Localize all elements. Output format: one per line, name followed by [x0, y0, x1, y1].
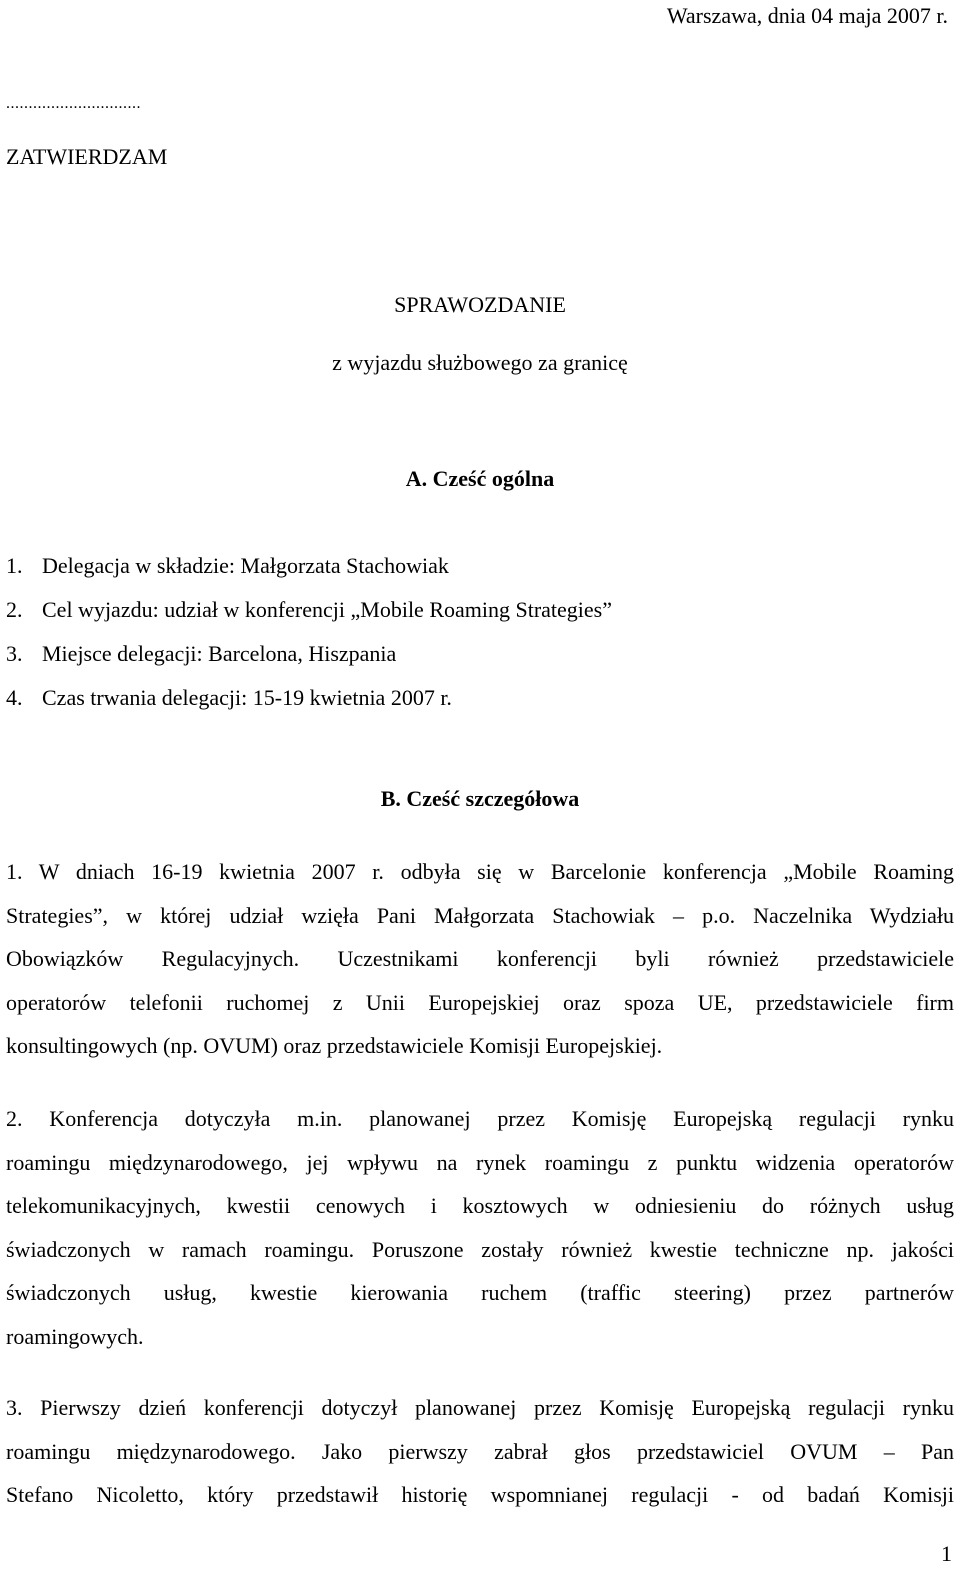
page-number: 1 — [941, 1541, 952, 1566]
paragraph-line: Obowiązków Regulacyjnych. Uczestnikami konferencji byli również przedstawiciele — [6, 946, 954, 971]
paragraph-line: roamingu międzynarodowego, jej wpływu na rynek roamingu z punktu widzenia operatorów — [6, 1149, 954, 1175]
paragraph-line: 2. Konferencja dotyczyła m.in. planowanej przez Komisję Europejską regulacji rynku — [6, 1106, 954, 1131]
list-item-number: 3. — [6, 641, 23, 666]
list-item-number: 2. — [6, 597, 23, 622]
place-date: Warszawa, dnia 04 maja 2007 r. — [666, 3, 948, 28]
list-item — [6, 597, 612, 623]
list-item-text: Miejsce delegacji: Barcelona, Hiszpania — [42, 641, 397, 666]
paragraph-line: Stefano Nicoletto, który przedstawił historię wspomnianej regulacji - od badań Komisji — [6, 1482, 954, 1507]
paragraph-3 — [6, 1395, 954, 1526]
paragraph-2 — [6, 1106, 954, 1367]
paragraph-1 — [6, 859, 954, 1077]
list-item — [6, 641, 396, 667]
list-item-number: 1. — [6, 553, 23, 578]
list-item — [6, 685, 452, 711]
list-item-text: Delegacja w składzie: Małgorzata Stachowiak — [42, 553, 449, 578]
document-subtitle: z wyjazdu służbowego za granicę — [332, 350, 628, 375]
section-a-heading: A. Cześć ogólna — [405, 466, 555, 491]
paragraph-line: roamingu międzynarodowego. Jako pierwszy zabrał głos przedstawiciel OVUM – Pan — [6, 1438, 954, 1464]
section-b-heading: B. Cześć szczegółowa — [380, 786, 580, 811]
paragraph-line: 3. Pierwszy dzień konferencji dotyczył planowanej przez Komisję Europejską regulacji rynku — [6, 1395, 954, 1420]
list-item-text: Cel wyjazdu: udział w konferencji „Mobile Roaming Strategies” — [42, 597, 613, 622]
paragraph-line: telekomunikacyjnych, kwestii cenowych i kosztowych w odniesieniu do różnych usług — [6, 1193, 954, 1218]
list-item — [6, 553, 449, 579]
paragraph-line: konsultingowych (np. OVUM) oraz przedstawiciele Komisji Europejskiej. — [6, 1033, 663, 1058]
paragraph-line: świadczonych usług, kwestie kierowania ruchem (traffic steering) przez partnerów — [6, 1280, 954, 1305]
paragraph-line: świadczonych w ramach roamingu. Poruszone zostały również kwestie techniczne np. jakości — [6, 1236, 954, 1262]
document-title: SPRAWOZDANIE — [394, 292, 566, 317]
list-item-number: 4. — [6, 685, 23, 710]
paragraph-line: roamingowych. — [6, 1323, 144, 1349]
approve-label: ZATWIERDZAM — [6, 144, 168, 169]
list-item-text: Czas trwania delegacji: 15-19 kwietnia 2007 r. — [42, 685, 452, 710]
paragraph-line: operatorów telefonii ruchomej z Unii Europejskiej oraz spoza UE, przedstawiciele firm — [6, 989, 954, 1015]
signature-dots: .............................. — [6, 95, 141, 112]
paragraph-line: 1. W dniach 16-19 kwietnia 2007 r. odbyła się w Barcelonie konferencja „Mobile Roaming — [6, 859, 954, 884]
paragraph-line: Strategies”, w której udział wzięła Pani Małgorzata Stachowiak – p.o. Naczelnika Wydziału — [6, 902, 954, 928]
